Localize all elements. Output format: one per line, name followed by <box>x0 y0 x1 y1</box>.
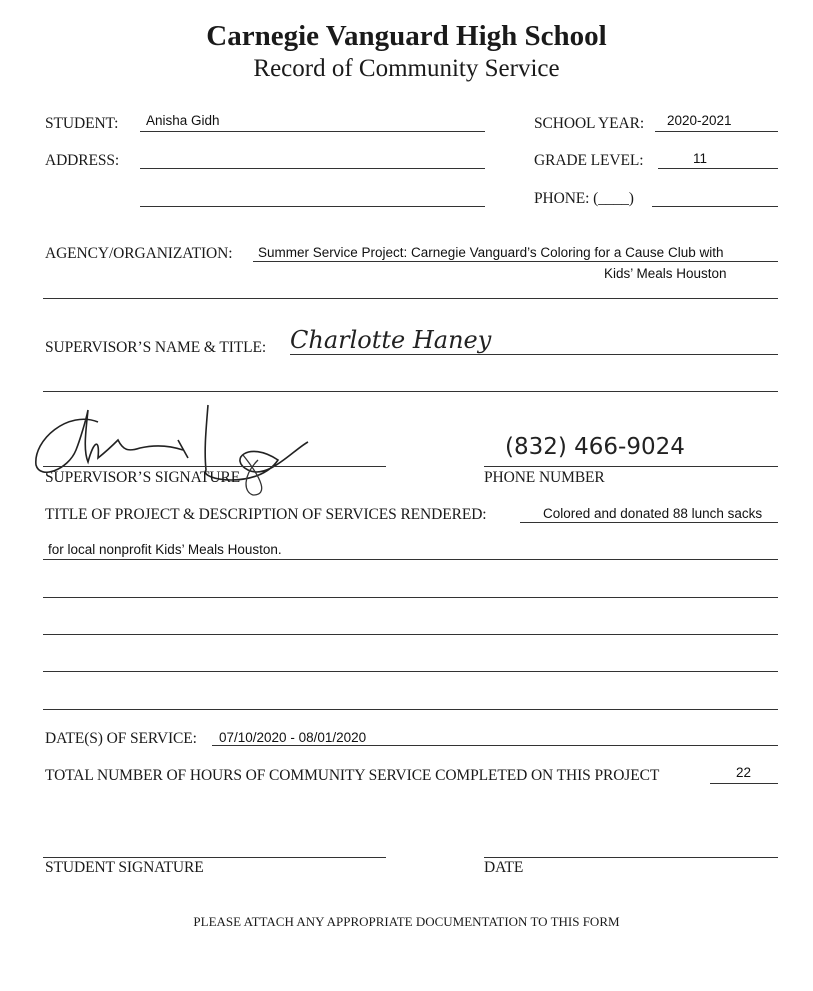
project-value-line2[interactable]: for local nonprofit Kids’ Meals Houston. <box>48 542 282 557</box>
agency-line-1 <box>253 261 778 262</box>
agency-line-2 <box>43 298 778 299</box>
phone-number-line <box>484 466 778 467</box>
student-line <box>140 131 485 132</box>
school-year-value[interactable]: 2020-2021 <box>667 113 732 128</box>
address-label: ADDRESS: <box>45 152 120 169</box>
student-signature-line[interactable] <box>43 857 386 858</box>
supervisor-signature-line[interactable] <box>43 466 386 467</box>
agency-value-line1[interactable]: Summer Service Project: Carnegie Vanguard’s Coloring for a Cause Club with <box>258 245 724 260</box>
phone-line[interactable] <box>652 206 778 207</box>
agency-label: AGENCY/ORGANIZATION: <box>45 245 233 262</box>
hours-line <box>710 783 778 784</box>
agency-value-line2[interactable]: Kids’ Meals Houston <box>604 266 727 281</box>
dates-value[interactable]: 07/10/2020 - 08/01/2020 <box>219 730 367 745</box>
project-line-3[interactable] <box>43 597 778 598</box>
grade-level-line <box>658 168 778 169</box>
school-year-label: SCHOOL YEAR: <box>534 115 645 132</box>
project-label: TITLE OF PROJECT & DESCRIPTION OF SERVICES RENDERED: <box>45 506 487 523</box>
hours-label: TOTAL NUMBER OF HOURS OF COMMUNITY SERVICE COMPLETED ON THIS PROJECT <box>45 767 660 784</box>
school-year-line <box>655 131 778 132</box>
supervisor-name-handwritten[interactable]: Charlotte Haney <box>290 326 492 354</box>
date-label: DATE <box>484 859 524 876</box>
phone-number-handwritten[interactable]: (832) 466-9024 <box>505 434 685 460</box>
supervisor-signature-label: SUPERVISOR’S SIGNATURE <box>45 469 241 486</box>
project-line-1 <box>520 522 778 523</box>
student-signature-label: STUDENT SIGNATURE <box>45 859 204 876</box>
phone-label: PHONE: (____) <box>534 190 634 207</box>
project-line-6[interactable] <box>43 709 778 710</box>
school-title: Carnegie Vanguard High School <box>206 20 607 52</box>
project-line-5[interactable] <box>43 671 778 672</box>
project-line-4[interactable] <box>43 634 778 635</box>
supervisor-name-label: SUPERVISOR’S NAME & TITLE: <box>45 339 267 356</box>
project-value-line1[interactable]: Colored and donated 88 lunch sacks <box>543 506 763 521</box>
phone-number-label: PHONE NUMBER <box>484 469 605 486</box>
supervisor-name-line <box>290 354 778 355</box>
address-line-2[interactable] <box>140 206 485 207</box>
grade-level-label: GRADE LEVEL: <box>534 152 644 169</box>
student-value[interactable]: Anisha Gidh <box>146 113 220 128</box>
form-title: Record of Community Service <box>253 55 560 82</box>
dates-label: DATE(S) OF SERVICE: <box>45 730 197 747</box>
dates-line <box>212 745 778 746</box>
supervisor-name-line-2 <box>43 391 778 392</box>
student-label: STUDENT: <box>45 115 119 132</box>
address-line-1[interactable] <box>140 168 485 169</box>
hours-value[interactable]: 22 <box>736 765 752 780</box>
date-line[interactable] <box>484 857 778 858</box>
project-line-2 <box>43 559 778 560</box>
footer-note: PLEASE ATTACH ANY APPROPRIATE DOCUMENTATION TO THIS FORM <box>193 914 620 929</box>
grade-level-value[interactable]: 11 <box>693 151 708 166</box>
